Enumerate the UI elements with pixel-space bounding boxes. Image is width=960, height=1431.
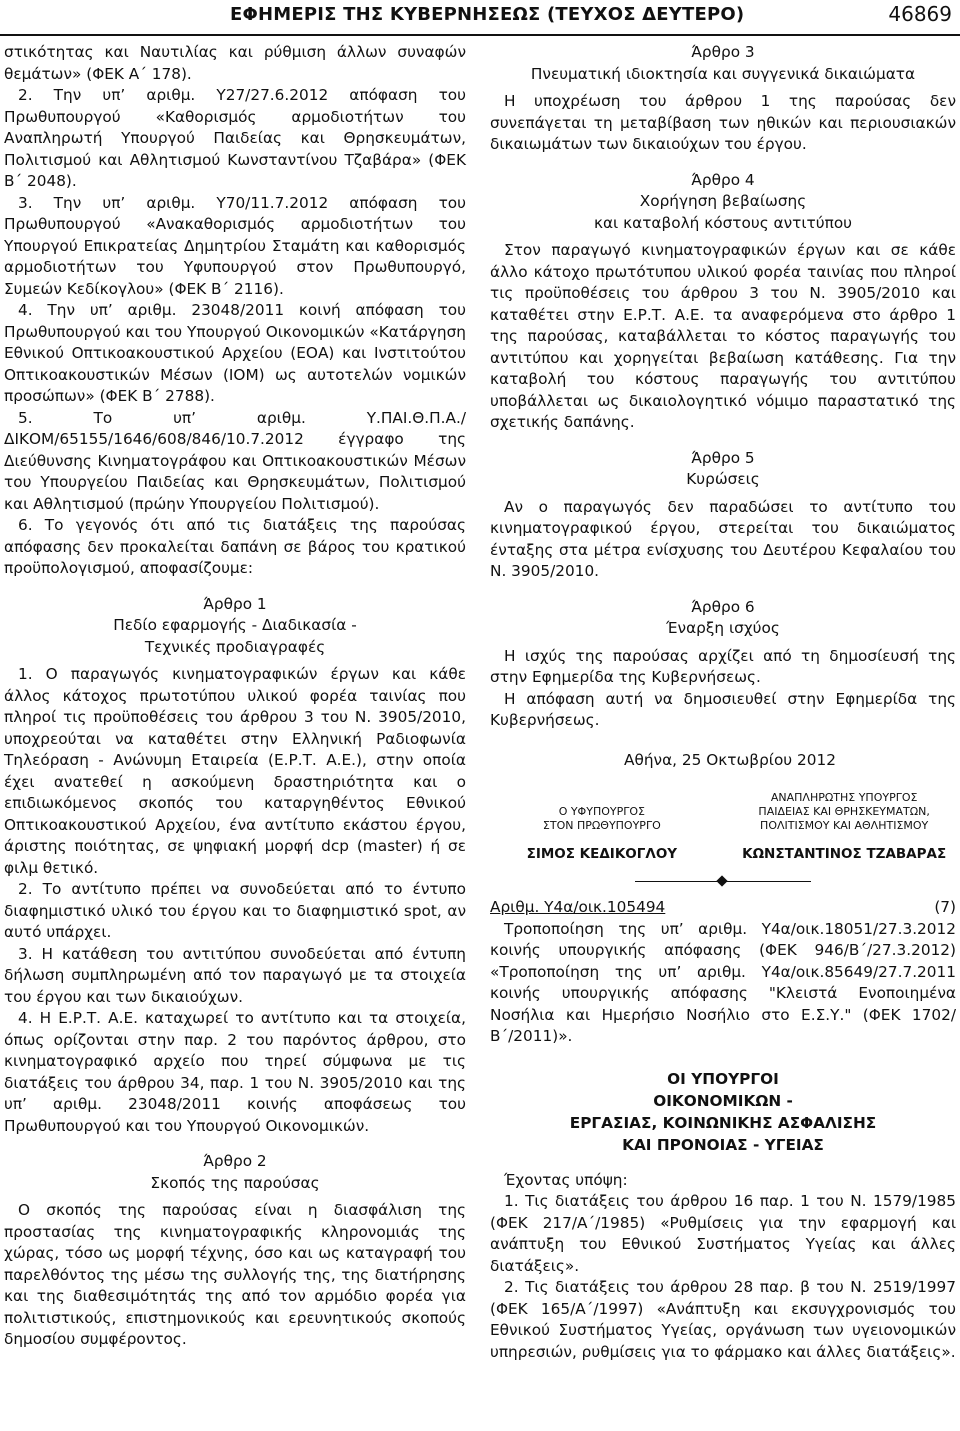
header-divider xyxy=(0,34,960,36)
signing-date: Αθήνα, 25 Οκτωβρίου 2012 xyxy=(624,750,836,769)
decision-reference xyxy=(490,897,956,919)
article-6-title: Άρθρο 6 xyxy=(691,597,755,616)
article-2-paragraph: Ο σκοπός της παρούσας είναι η διασφάλιση της προστασίας της κινηματογραφικής κληρονομιάς της χώρας, τόσο ως μορφή τέχνης, όσο και ως καταγραφή του παρελθόντος της μέσω της συλλογής της, της διατήρησης και της διαθεσιμότητάς της από τον αρμόδιο φορέα για πολιτιστικούς, επιστημονικούς και ερευνητικούς σκοπούς δημοσίου συμφέροντος. xyxy=(4,1201,466,1348)
article-4-subtitle: Χορήγηση βεβαίωσης xyxy=(639,192,807,210)
signature-block xyxy=(490,791,714,861)
article-5-subtitle: Κυρώσεις xyxy=(686,470,760,488)
signatory-role: Ο ΥΦΥΠΟΥΡΓΟΣ xyxy=(558,805,645,818)
considering-label: Έχοντας υπόψη: xyxy=(504,1170,628,1189)
article-4-subtitle: και καταβολή κόστους αντιτύπου xyxy=(593,213,853,232)
considering-item: 1. Τις διατάξεις του άρθρου 16 παρ. 1 του Ν. 1579/1985 (ΦΕΚ 217/Α΄/1985) «Ρυθμίσεις για την εφαρμογή και ανάπτυξη του Εθνικού Συστήματος Υγείας και άλλες διατάξεις». xyxy=(490,1192,956,1275)
intro-paragraph: 4. Την υπ’ αριθμ. 23048/2011 κοινή απόφαση του Πρωθυπουργού και του Υπουργού Οικονομικών «Κατάργηση Εθνικού Οπτικοακουστικού Αρχείου (ΕΟΑ) και Ινστιτούτου Οπτικοακουστικών Μέσων (ΙΟΜ) ως αυτοτελών νομικών προσώπων» (ΦΕΚ Β΄ 2788). xyxy=(4,301,466,405)
decision-number: Αριθμ. Υ4α/οικ.105494 xyxy=(490,898,666,916)
ministers-heading xyxy=(490,1068,956,1156)
article-3-paragraph: Η υποχρέωση του άρθρου 1 της παρούσας δεν συνεπάγεται τη μεταβίβαση των ηθικών και περιουσιακών δικαιωμάτων των δικαιούχων του έργου. xyxy=(490,92,956,153)
decision-title: Τροποποίηση της υπ’ αριθμ. Υ4α/οικ.18051/27.3.2012 κοινής υπουργικής απόφασης (ΦΕΚ 946/Β΄/27.3.2012) «Τροποποίηση της υπ’ αριθμ. Υ4α/οικ.85649/27.7.2011 κοινής υπουργικής απόφασης "Κλειστά Ενοποιημένα Νοσήλια και Ημερήσιο Νοσήλιο στο Ε.Σ.Υ." (ΦΕΚ 1702/Β΄/2011)». xyxy=(490,919,956,1045)
right-column xyxy=(490,42,956,1363)
article-6-paragraph: Η απόφαση αυτή να δημοσιευθεί στην Εφημερίδα της Κυβερνήσεως. xyxy=(490,689,956,729)
considering-item: 2. Τις διατάξεις του άρθρου 28 παρ. β του Ν. 2519/1997 (ΦΕΚ 165/Α΄/1997) «Ανάπτυξη και εκσυγχρονισμός του Εθνικού Συστήματος Υγείας, οργάνωση των υγειονομικών υπηρεσιών, ρυθμίσεις για το φάρμακο και άλλες διατάξεις». xyxy=(490,1278,956,1361)
ministers-line: ΟΙΚΟΝΟΜΙΚΩΝ - xyxy=(653,1091,793,1110)
diamond-ornament-icon xyxy=(716,875,727,886)
article-2-subtitle: Σκοπός της παρούσας xyxy=(150,1173,320,1192)
signatory-role: ΠΑΙΔΕΙΑΣ ΚΑΙ ΘΡΗΣΚΕΥΜΑΤΩΝ, xyxy=(758,805,930,818)
intro-paragraph: 5. Το υπ’ αριθμ. Υ.ΠΑΙ.Θ.Π.Α./ΔΙΚΟΜ/65155/1646/608/846/10.7.2012 έγγραφο της Διεύθυνσης Κινηματογράφου και Οπτικοακουστικών Μέσων του Υπουργείου Παιδείας και Θρησκευμάτων, Πολιτισμού και Αθλητισμού (πρώην Υπουργείου Πολιτισμού). xyxy=(4,408,466,513)
intro-paragraph: 3. Την υπ’ αριθμ. Υ70/11.7.2012 απόφαση του Πρωθυπουργού «Ανακαθορισμός αρμοδιοτήτων του Υπουργού Επικρατείας Δημητρίου Σταμάτη και καθορισμός αρμοδιοτήτων του Υφυπουργού στον Πρωθυπουργό, Συμεών Κεδίκογλου» (ΦΕΚ Β΄ 2116). xyxy=(4,193,466,298)
signatory-role: ΠΟΛΙΤΙΣΜΟΥ ΚΑΙ ΑΘΛΗΤΙΣΜΟΥ xyxy=(760,819,929,832)
ministers-line: ΟΙ ΥΠΟΥΡΓΟΙ xyxy=(667,1069,779,1088)
article-2-title: Άρθρο 2 xyxy=(203,1152,267,1170)
article-6-subtitle: Έναρξη ισχύος xyxy=(666,619,780,637)
page-header xyxy=(0,0,960,40)
article-1-paragraph: 2. Το αντίτυπο πρέπει να συνοδεύεται από το έντυπο διαφημιστικό υλικό του έργου και το διαφημιστικό spot, αν αυτό υπάρχει. xyxy=(4,880,466,941)
signatory-role: ΑΝΑΠΛΗΡΩΤΗΣ ΥΠΟΥΡΓΟΣ xyxy=(770,791,918,804)
article-1-paragraph: 3. Η κατάθεση του αντιτύπου συνοδεύεται από έντυπη δήλωση συμπληρωμένη από τον παραγωγό με τα στοιχεία του έργου και των δικαιούχων. xyxy=(4,944,466,1006)
signatures xyxy=(490,791,956,861)
article-1-title: Άρθρο 1 xyxy=(203,594,267,613)
article-3-title: Άρθρο 3 xyxy=(691,43,755,61)
signature-block xyxy=(732,791,956,861)
article-5-paragraph: Αν ο παραγωγός δεν παραδώσει το αντίτυπο του κινηματογραφικού έργου, στερείται του δικαιώματος ένταξης στα μέτρα ενίσχυσης του Δευτέρου Κεφαλαίου του Ν. 3905/2010. xyxy=(490,497,956,580)
page-number: 46869 xyxy=(888,2,952,26)
decision-index: (7) xyxy=(934,898,956,916)
section-divider xyxy=(490,867,956,897)
signatory-role: ΣΤΟΝ ΠΡΩΘΥΠΟΥΡΓΟ xyxy=(542,819,661,832)
article-6-paragraph: Η ισχύς της παρούσας αρχίζει από τη δημοσίευσή της στην Εφημερίδα της Κυβερνήσεως. xyxy=(490,646,956,686)
article-4-paragraph: Στον παραγωγό κινηματογραφικών έργων και σε κάθε άλλο κάτοχο πρωτότυπου υλικού φορέα ταινίας που πληροί τις προϋποθέσεις του άρθρου 3 του Ν. 3905/2010 και καταθέτει στην Ε.Ρ.Τ. Α.Ε. τα αναφερόμενα στο άρθρο 1 της παρούσας, καταβάλλεται το κόστος παραγωγής του αντιτύπου και χορηγείται βεβαίωση κατάθεσης. Για την καταβολή του κόστους παραγωγής του αντιτύπου υποβάλλεται ως δικαιολογητικό νόμιμο παραστατικό της σχετικής δαπάνης. xyxy=(490,241,956,431)
article-1-subtitle: Τεχνικές προδιαγραφές xyxy=(144,637,326,656)
intro-paragraph: στικότητας και Ναυτιλίας και ρύθμιση άλλων συναφών θεμάτων» (ΦΕΚ Α΄ 178). xyxy=(4,43,466,83)
signatory-name: ΣΙΜΟΣ ΚΕΔΙΚΟΓΛΟΥ xyxy=(526,846,678,862)
intro-paragraph: 6. Το γεγονός ότι από τις διατάξεις της παρούσας απόφασης δεν προκαλείται δαπάνη σε βάρος του κρατικού προϋπολογισμού, αποφασίζουμε: xyxy=(4,516,466,577)
article-3-subtitle: Πνευματική ιδιοκτησία και συγγενικά δικαιώματα xyxy=(530,64,916,83)
ministers-line: ΚΑΙ ΠΡΟΝΟΙΑΣ - ΥΓΕΙΑΣ xyxy=(622,1135,824,1154)
left-column xyxy=(4,42,466,1351)
article-4-title: Άρθρο 4 xyxy=(691,170,755,189)
ministers-line: ΕΡΓΑΣΙΑΣ, ΚΟΙΝΩΝΙΚΗΣ ΑΣΦΑΛΙΣΗΣ xyxy=(569,1113,877,1132)
gazette-title: ΕΦΗΜΕΡΙΣ ΤΗΣ ΚΥΒΕΡΝΗΣΕΩΣ (ΤΕΥΧΟΣ ΔΕΥΤΕΡΟ) xyxy=(230,4,745,25)
article-1-paragraph: 4. Η Ε.Ρ.Τ. Α.Ε. καταχωρεί το αντίτυπο και τα στοιχεία, όπως ορίζονται στην παρ. 2 του παρόντος άρθρου, στο κινηματογραφικό αρχείο που τηρεί σύμφωνα με τις διατάξεις του άρθρου 34, παρ. 1 του Ν. 3905/2010 και της υπ’ αριθμ. 23048/2011 κοινής αποφάσεως του Πρωθυπουργού και του Υπουργού Οικονομικών. xyxy=(4,1009,466,1135)
signatory-name: ΚΩΝΣΤΑΝΤΙΝΟΣ ΤΖΑΒΑΡΑΣ xyxy=(742,846,947,862)
article-1-paragraph: 1. Ο παραγωγός κινηματογραφικών έργων και κάθε άλλος κάτοχος πρωτοτύπου υλικού φορέα ταινίας που πληροί τις προϋποθέσεις του άρθρου 3 του Ν. 3905/2010, υποχρεούται να καταθέτει στην Ελληνική Ραδιοφωνία Τηλεόραση - Ανώνυμη Εταιρεία (Ε.Ρ.Τ. Α.Ε.), στην οποία έχει ανατεθεί η ασκούμενη δραστηριότητα και ο επιδιωκόμενος σκοπός του καταργηθέντος Εθνικού Οπτικοακουστικού Αρχείου, ένα αντίτυπο εκάστου έργου, άριστης ποιότητας, σε ψηφιακή μορφή dcp (master) ή σε φιλμ θετικό. xyxy=(4,665,466,877)
article-1-subtitle: Πεδίο εφαρμογής - Διαδικασία - xyxy=(113,616,357,634)
intro-paragraph: 2. Την υπ’ αριθμ. Υ27/27.6.2012 απόφαση του Πρωθυπουργού «Καθορισμός αρμοδιοτήτων του Αναπληρωτή Υπουργού Παιδείας και Θρησκευμάτων, Πολιτισμού και Αθλητισμού Κωνσταντίνου Τζαβάρα» (ΦΕΚ Β΄ 2048). xyxy=(4,86,466,190)
article-5-title: Άρθρο 5 xyxy=(691,448,755,467)
